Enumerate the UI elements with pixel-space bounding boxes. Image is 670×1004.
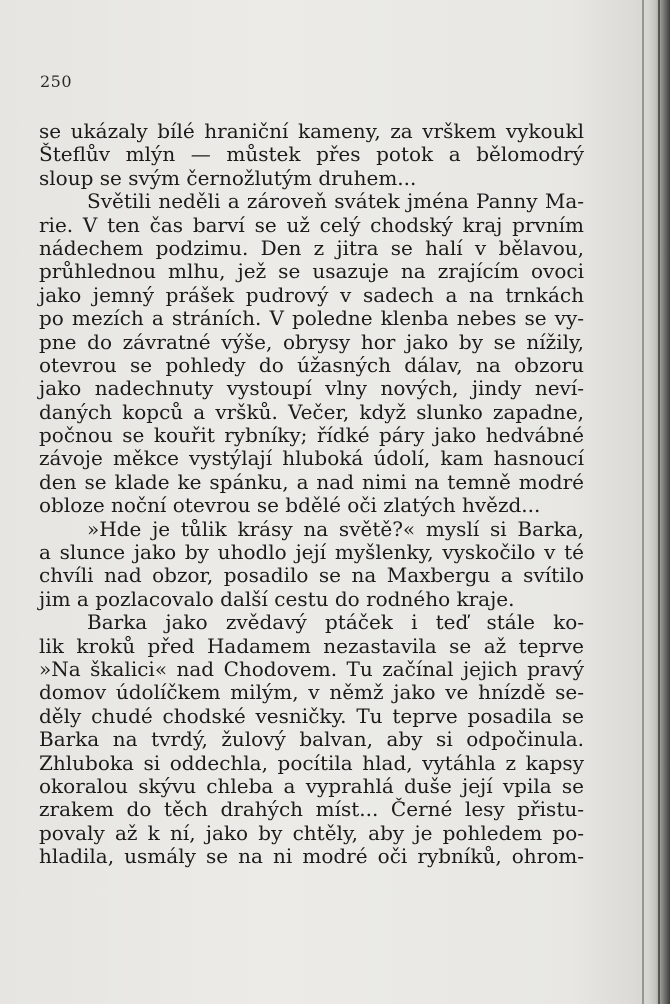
text-line: zrakem do těch drahých míst... Černé lesy přistu-	[39, 797, 584, 822]
binding-edge-line	[642, 0, 644, 1004]
text-line: okoralou skývu chleba a vyprahlá duše její vpila se	[39, 773, 584, 798]
text-line: obloze noční otevrou se bdělé oči zlatých hvězd...	[39, 493, 541, 518]
text-line: závoje měkce vystýlají hluboká údolí, kam hasnoucí	[39, 446, 584, 471]
text-line: hladila, usmály se na ni modré oči rybníků, ohrom-	[39, 844, 584, 869]
body-text	[39, 120, 584, 869]
text-line: počnou se kouřit rybníky; řídké páry jako hedvábné	[39, 423, 584, 448]
text-line: Šteflův mlýn — můstek přes potok a bělomodrý	[39, 142, 584, 167]
text-line: jako jemný prášek pudrový v sadech a na trnkách	[39, 282, 584, 307]
text-line: den se klade ke spánku, a nad nimi na temně modré	[39, 469, 584, 494]
text-line: Barka na tvrdý, žulový balvan, aby si odpočinula.	[39, 727, 584, 752]
page-number: 250	[40, 72, 73, 91]
text-line: daných kopců a vršků. Večer, když slunko zapadne,	[39, 399, 584, 424]
text-line: a slunce jako by uhodlo její myšlenky, vyskočilo v té	[39, 540, 584, 565]
text-line: Barka jako zvědavý ptáček i teď stále ko-	[87, 610, 584, 635]
text-line: Zhluboka si oddechla, pocítila hlad, vytáhla z kapsy	[39, 750, 584, 775]
binding-edge-line	[658, 0, 660, 1004]
text-line: nádechem podzimu. Den z jitra se halí v bělavou,	[39, 235, 584, 260]
text-line: povaly až k ní, jako by chtěly, aby je pohledem po-	[39, 820, 584, 845]
text-line: chvíli nad obzor, posadilo se na Maxbergu a svítilo	[39, 563, 584, 588]
text-line: »Hde je tůlik krásy na světě?« myslí si Barka,	[87, 516, 584, 541]
text-line: průhlednou mlhu, jež se usazuje na zrajícím ovoci	[39, 259, 584, 284]
text-line: sloup se svým černožlutým druhem...	[39, 165, 417, 190]
text-line: rie. V ten čas barví se už celý chodský kraj prvním	[39, 212, 584, 237]
text-line: se ukázaly bílé hraniční kameny, za vrškem vykoukl	[39, 119, 584, 143]
text-line: jim a pozlacovalo další cestu do rodného kraje.	[39, 586, 515, 611]
text-line: otevrou se pohledy do úžasných dálav, na obzoru	[39, 352, 584, 377]
text-line: děly chudé chodské vesničky. Tu teprve posadila se	[39, 703, 584, 728]
text-line: po mezích a stráních. V poledne klenba nebes se vy-	[39, 306, 584, 331]
text-line: lik kroků před Hadamem nezastavila se až teprve	[39, 633, 584, 658]
text-line: domov údolíčkem milým, v němž jako ve hnízdě se-	[39, 680, 584, 705]
text-line: »Na škalici« nad Chodovem. Tu začínal jejich pravý	[39, 656, 584, 681]
text-line: Světili neděli a zároveň svátek jména Panny Ma-	[87, 189, 584, 214]
text-line: jako nadechnuty vystoupí vlny nových, jindy neví-	[39, 376, 584, 401]
text-line: pne do závratné výše, obrysy hor jako by se nížily,	[39, 329, 584, 354]
